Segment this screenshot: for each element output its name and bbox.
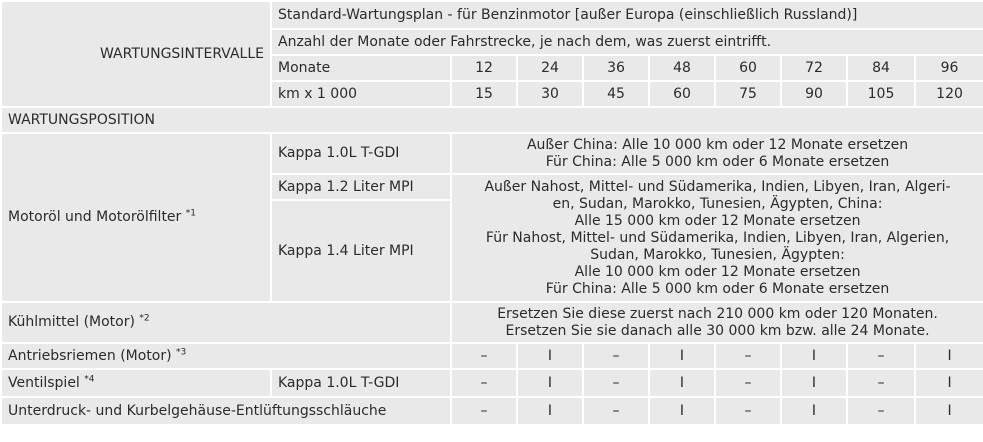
- belt-note: *3: [176, 346, 187, 357]
- oil-text-1-line: Für China: Alle 5 000 km oder 6 Monate ersetzen: [545, 153, 890, 170]
- km-cell: 105: [847, 81, 915, 107]
- coolant-note: *2: [139, 313, 150, 324]
- coolant-text-line: Ersetzen Sie diese zuerst nach 210 000 km oder 120 Monaten.: [497, 305, 938, 322]
- km-cell: 45: [583, 81, 649, 107]
- oil-text-2-line: Für China: Alle 5 000 km oder 6 Monate ersetzen: [545, 280, 890, 297]
- month-cell: 84: [847, 55, 915, 81]
- coolant-label: [1, 302, 451, 343]
- belt-cell: –: [583, 343, 649, 369]
- belt-cell: –: [715, 343, 781, 369]
- belt-cell: I: [915, 343, 983, 369]
- valve-cell: I: [517, 369, 583, 397]
- coolant-label-text: Kühlmittel (Motor): [8, 314, 135, 330]
- hoses-cell: I: [915, 397, 983, 425]
- coolant-text: [451, 302, 983, 343]
- km-cell: 60: [649, 81, 715, 107]
- coolant-row: [1, 302, 983, 343]
- hoses-cell: –: [715, 397, 781, 425]
- hoses-cell: I: [517, 397, 583, 425]
- oil-engine-3: Kappa 1.4 Liter MPI: [271, 200, 451, 302]
- oil-engine-1: Kappa 1.0L T-GDI: [271, 133, 451, 174]
- hoses-cell: –: [451, 397, 517, 425]
- oil-note: *1: [185, 208, 196, 219]
- oil-text-2: [451, 174, 983, 302]
- valve-cell: I: [915, 369, 983, 397]
- oil-text-2-line: Alle 15 000 km oder 12 Monate ersetzen: [574, 212, 861, 229]
- valve-cell: I: [781, 369, 847, 397]
- month-cell: 96: [915, 55, 983, 81]
- hoses-label: Unterdruck- und Kurbelgehäuse-Entlüftungsschläuche: [1, 397, 451, 425]
- km-cell: 120: [915, 81, 983, 107]
- oil-text-2-line: Außer Nahost, Mittel- und Südamerika, Indien, Libyen, Iran, Algeri-: [484, 178, 951, 195]
- oil-label-text: Motoröl und Motorölfilter: [8, 209, 182, 225]
- belt-label-text: Antriebsriemen (Motor): [8, 347, 172, 364]
- hoses-cell: –: [847, 397, 915, 425]
- valve-note: *4: [84, 373, 95, 384]
- belt-cell: I: [649, 343, 715, 369]
- valve-cell: –: [451, 369, 517, 397]
- section-label: WARTUNGSPOSITION: [1, 107, 983, 133]
- section-row: [1, 107, 983, 133]
- oil-text-2-line: Für Nahost, Mittel- und Südamerika, Indien, Libyen, Iran, Algerien,: [485, 229, 950, 246]
- belt-cell: I: [517, 343, 583, 369]
- intervals-label: WARTUNGSINTERVALLE: [1, 1, 271, 107]
- month-cell: 24: [517, 55, 583, 81]
- oil-text-2-line: Sudan, Marokko, Tunesien, Ägypten:: [590, 246, 845, 263]
- month-cell: 72: [781, 55, 847, 81]
- oil-text-2-line: en, Sudan, Marokko, Tunesien, Ägypten, China:: [552, 195, 883, 212]
- oil-label: [1, 133, 271, 302]
- km-cell: 90: [781, 81, 847, 107]
- valve-engine: Kappa 1.0L T-GDI: [271, 369, 451, 397]
- valve-cell: I: [649, 369, 715, 397]
- month-cell: 48: [649, 55, 715, 81]
- km-label: km x 1 000: [271, 81, 451, 107]
- plan-title-row: [1, 1, 983, 29]
- oil-row-1: [1, 133, 983, 174]
- month-cell: 36: [583, 55, 649, 81]
- condition-text: Anzahl der Monate oder Fahrstrecke, je nach dem, was zuerst eintrifft.: [271, 29, 983, 55]
- plan-title: Standard-Wartungsplan - für Benzinmotor [außer Europa (einschließlich Russland)]: [271, 1, 983, 29]
- belt-cell: I: [781, 343, 847, 369]
- valve-label: [1, 369, 271, 397]
- valve-cell: –: [847, 369, 915, 397]
- belt-cell: –: [847, 343, 915, 369]
- month-cell: 12: [451, 55, 517, 81]
- km-cell: 75: [715, 81, 781, 107]
- valve-cell: –: [583, 369, 649, 397]
- valve-row: [1, 369, 983, 397]
- hoses-row: [1, 397, 983, 425]
- months-label: Monate: [271, 55, 451, 81]
- coolant-text-line: Ersetzen Sie sie danach alle 30 000 km bzw. alle 24 Monate.: [505, 322, 930, 339]
- valve-label-text: Ventilspiel: [8, 374, 80, 391]
- hoses-cell: –: [583, 397, 649, 425]
- oil-text-2-line: Alle 10 000 km oder 12 Monate ersetzen: [574, 263, 861, 280]
- oil-engine-2: Kappa 1.2 Liter MPI: [271, 174, 451, 200]
- km-cell: 15: [451, 81, 517, 107]
- month-cell: 60: [715, 55, 781, 81]
- oil-text-1-line: Außer China: Alle 10 000 km oder 12 Monate ersetzen: [526, 136, 909, 153]
- oil-text-1: [451, 133, 983, 174]
- belt-label: [1, 343, 451, 369]
- km-cell: 30: [517, 81, 583, 107]
- valve-cell: –: [715, 369, 781, 397]
- belt-row: [1, 343, 983, 369]
- hoses-cell: I: [781, 397, 847, 425]
- belt-cell: –: [451, 343, 517, 369]
- hoses-cell: I: [649, 397, 715, 425]
